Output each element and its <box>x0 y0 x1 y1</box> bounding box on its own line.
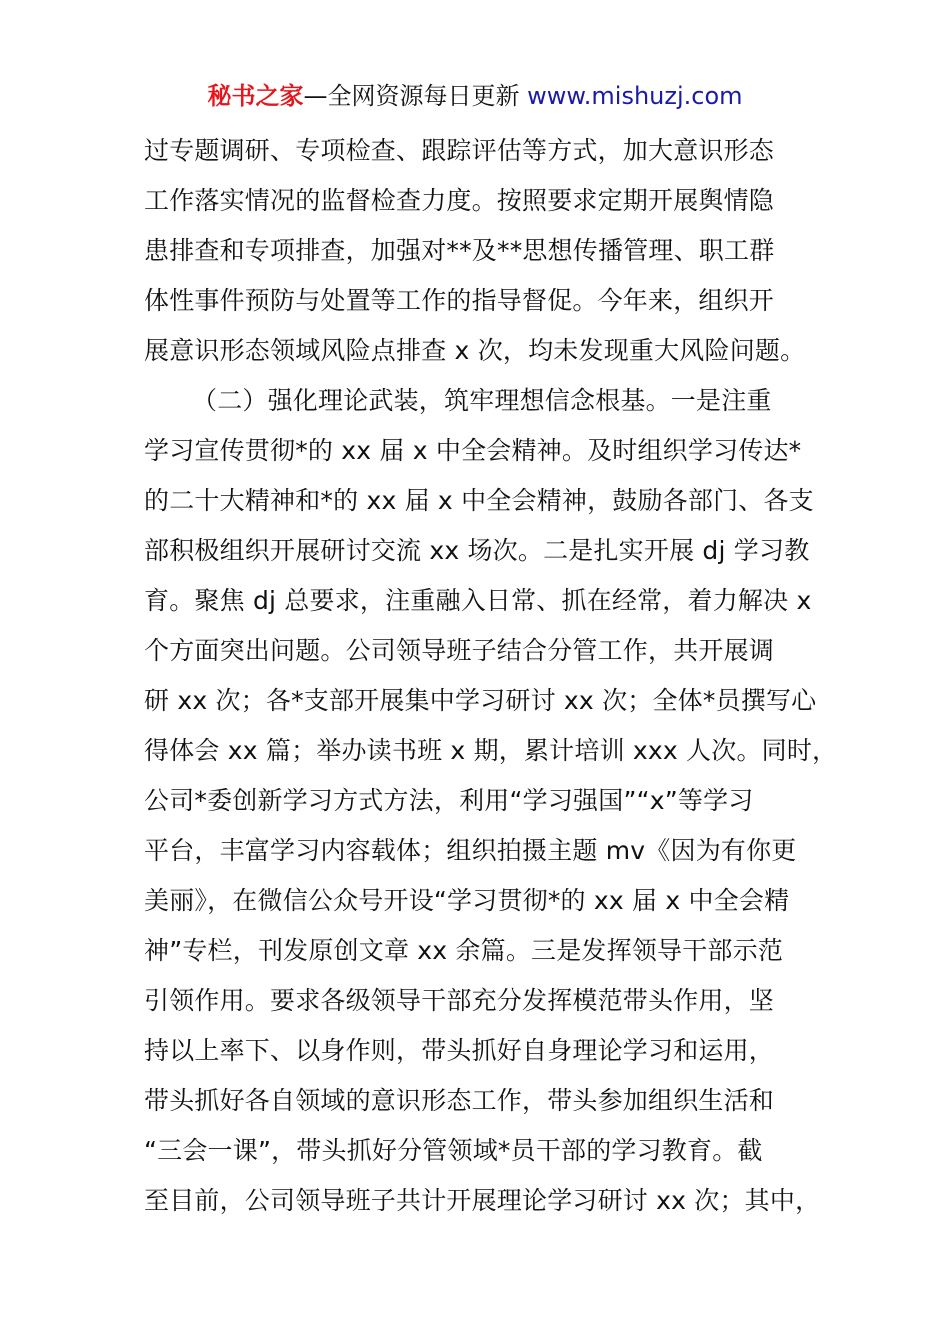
text-line: 部积极组织开展研讨交流 xx 场次。二是扎实开展 dj 学习教 <box>144 536 810 565</box>
text-line: 引领作用。要求各级领导干部充分发挥模范带头作用，坚 <box>144 986 775 1015</box>
text-line: 公司*委创新学习方式方法，利用“学习强国”“x”等学习 <box>144 786 754 815</box>
text-line: 体性事件预防与处置等工作的指导督促。今年来，组织开 <box>144 286 775 315</box>
text-line: 过专题调研、专项检查、跟踪评估等方式，加大意识形态 <box>144 136 775 165</box>
text-line: 育。聚焦 dj 总要求，注重融入日常、抓在经常，着力解决 x <box>144 586 812 615</box>
site-header <box>0 80 950 112</box>
site-url-link[interactable]: www.mishuzj.com <box>527 82 743 110</box>
brand-name: 秘书之家 <box>207 82 304 110</box>
text-line: 平台，丰富学习内容载体；组织拍摄主题 mv《因为有你更 <box>144 836 797 865</box>
text-line: 展意识形态领域风险点排查 x 次，均未发现重大风险问题。 <box>144 336 806 365</box>
text-line: 学习宣传贯彻*的 xx 届 x 中全会精神。及时组织学习传达* <box>144 436 802 465</box>
text-line: 持以上率下、以身作则，带头抓好自身理论学习和运用， <box>144 1036 775 1065</box>
text-line: 工作落实情况的监督检查力度。按照要求定期开展舆情隐 <box>144 186 775 215</box>
body-text <box>144 126 838 1226</box>
text-line: 带头抓好各自领域的意识形态工作，带头参加组织生活和 <box>144 1086 775 1115</box>
text-line: 个方面突出问题。公司领导班子结合分管工作，共开展调 <box>144 636 775 665</box>
text-line: 美丽》，在微信公众号开设“学习贯彻*的 xx 届 x 中全会精 <box>144 886 790 915</box>
text-line: 研 xx 次；各*支部开展集中学习研讨 xx 次；全体*员撰写心 <box>144 686 817 715</box>
text-line: 患排查和专项排查，加强对**及**思想传播管理、职工群 <box>144 236 775 265</box>
text-line: 得体会 xx 篇；举办读书班 x 期，累计培训 xxx 人次。同时， <box>144 736 838 765</box>
section-heading-line: （二）强化理论武装，筑牢理想信念根基。一是注重 <box>192 386 772 415</box>
text-line: 至目前，公司领导班子共计开展理论学习研讨 xx 次；其中， <box>144 1186 821 1215</box>
header-tagline: —全网资源每日更新 <box>303 82 528 110</box>
text-line: 的二十大精神和*的 xx 届 x 中全会精神，鼓励各部门、各支 <box>144 486 814 515</box>
text-line: “三会一课”，带头抓好分管领域*员干部的学习教育。截 <box>144 1136 763 1165</box>
text-line: 神”专栏，刊发原创文章 xx 余篇。三是发挥领导干部示范 <box>144 936 784 965</box>
